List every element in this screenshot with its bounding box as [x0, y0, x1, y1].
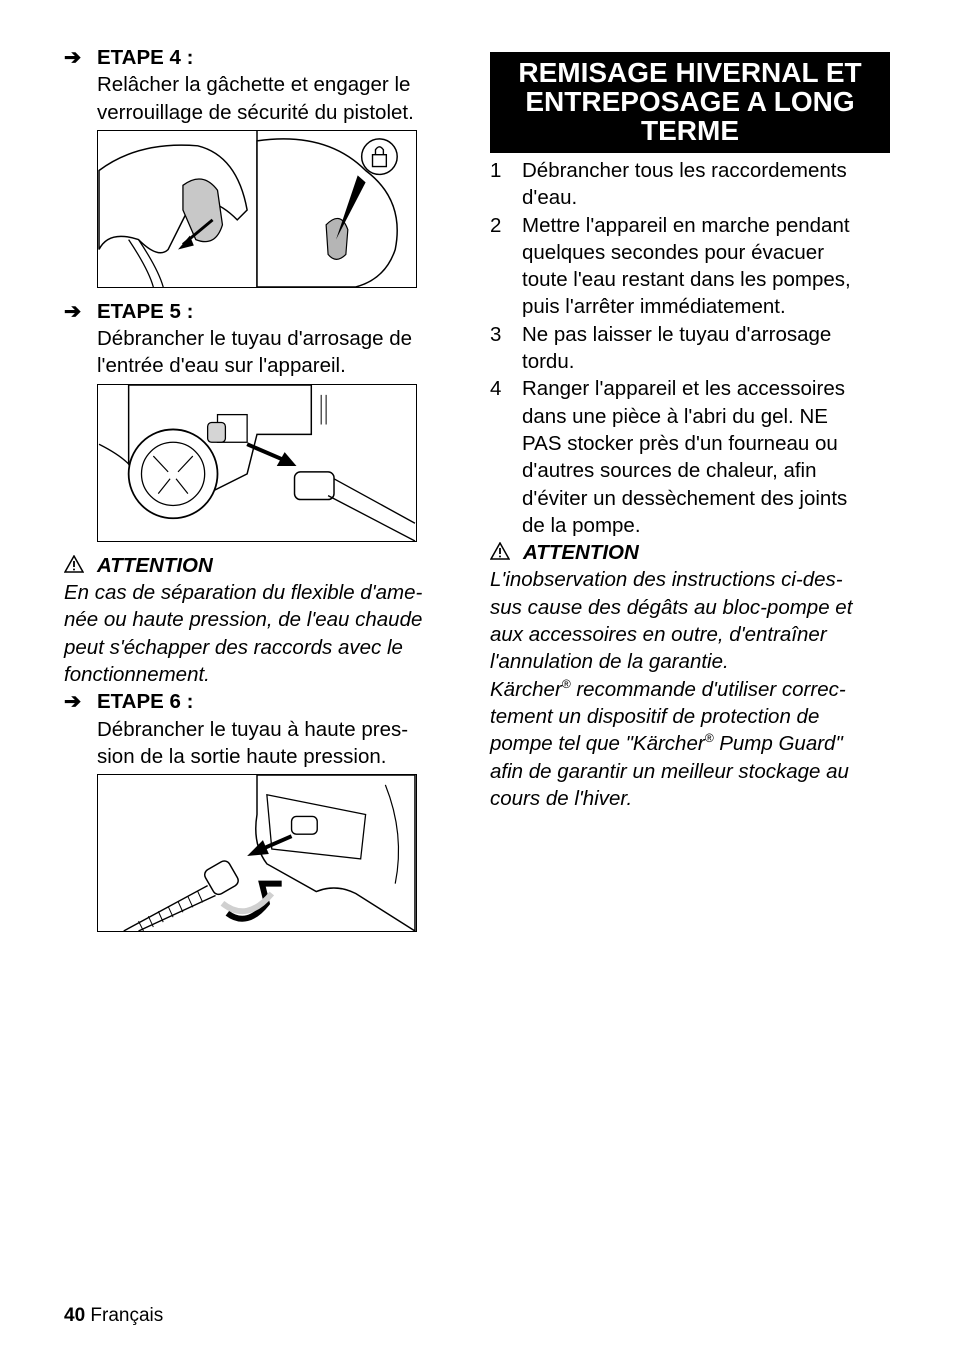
list-item [490, 375, 890, 539]
list-number: 1 [490, 159, 502, 182]
text-line: tement un dispositif de protection de [490, 704, 820, 728]
text-line: de la pompe. [522, 513, 641, 537]
title-line: REMISAGE HIVERNAL ET [518, 57, 862, 88]
trigger-lock-illustration [97, 130, 417, 288]
text-line: Ranger l'appareil et les accessoires [522, 377, 845, 401]
text-line: Débrancher le tuyau à haute pres- [97, 717, 409, 741]
text-line: Relâcher la gâchette et engager le [97, 73, 411, 97]
text-line: l'entrée d'eau sur l'appareil. [97, 354, 346, 378]
text-line: PAS stocker près d'un fourneau ou [522, 431, 838, 455]
list-number: 3 [490, 322, 502, 346]
text-line: afin de garantir un meilleur stockage au [490, 759, 849, 783]
text-line: Débrancher tous les raccordements [522, 159, 847, 182]
page-number: 40 [64, 1305, 86, 1326]
text-line: puis l'arrêter immédiatement. [522, 295, 786, 319]
recommendation-text [490, 676, 890, 812]
arrow-right-icon: ➔ [64, 690, 82, 714]
step-6-heading [64, 688, 464, 715]
warning-icon [490, 542, 510, 560]
step-6-text [64, 716, 464, 771]
list-item [490, 212, 890, 321]
high-pressure-outlet-illustration [97, 774, 417, 932]
section-title [490, 52, 890, 153]
text-line: née ou haute pression, de l'eau chaude [64, 608, 423, 632]
water-inlet-illustration [97, 384, 417, 542]
text-line: toute l'eau restant dans les pompes, [522, 268, 851, 292]
step-5-heading [64, 298, 464, 325]
text-line: d'eau. [522, 186, 578, 210]
list-number: 2 [490, 213, 502, 237]
attention-text [490, 566, 890, 675]
step-5-text [64, 325, 464, 380]
step-5-label: ETAPE 5 : [97, 299, 194, 323]
warning-icon [64, 555, 84, 573]
list-item [490, 157, 890, 212]
page-footer [64, 1302, 163, 1329]
text-line: sion de la sortie haute pression. [97, 744, 387, 768]
text-line: pompe tel que "Kärcher® Pump Guard" [490, 731, 843, 756]
text-line: L'inobservation des instructions ci-des- [490, 568, 843, 592]
text-line: l'annulation de la garantie. [490, 650, 729, 674]
attention-text [64, 579, 464, 688]
text-line: En cas de séparation du flexible d'ame- [64, 581, 423, 605]
text-line: d'autres sources de chaleur, afin [522, 459, 817, 483]
arrow-right-icon: ➔ [64, 46, 82, 69]
attention-label: ATTENTION [97, 553, 213, 577]
attention-label: ATTENTION [523, 541, 639, 565]
footer-language: Français [90, 1305, 164, 1326]
step-6-label: ETAPE 6 : [97, 690, 194, 714]
step-4-heading [64, 44, 464, 71]
list-item [490, 321, 890, 376]
step-4-text [64, 71, 464, 126]
title-line: ENTREPOSAGE A LONG [525, 86, 855, 117]
text-line: aux accessoires en outre, d'entraîner [490, 623, 827, 647]
left-column [64, 44, 464, 932]
text-line: Kärcher® recommande d'utiliser correc- [490, 676, 846, 701]
step-4-label: ETAPE 4 : [97, 46, 194, 69]
text-line: peut s'échapper des raccords avec le [64, 635, 403, 659]
text-line: Ne pas laisser le tuyau d'arrosage [522, 322, 832, 346]
text-line: d'éviter un dessèchement des joints [522, 486, 848, 510]
text-line: dans une pièce à l'abri du gel. NE [522, 404, 828, 428]
text-line: quelques secondes pour évacuer [522, 240, 825, 264]
instruction-list [490, 157, 890, 539]
text-line: sus cause des dégâts au bloc-pompe et [490, 595, 853, 619]
attention-heading [490, 539, 890, 566]
text-line: tordu. [522, 350, 575, 374]
attention-heading [64, 552, 464, 579]
text-line: fonctionnement. [64, 662, 210, 686]
list-number: 4 [490, 377, 502, 401]
title-line: TERME [641, 115, 739, 146]
text-line: verrouillage de sécurité du pistolet. [97, 100, 414, 124]
text-line: cours de l'hiver. [490, 786, 633, 810]
text-line: Mettre l'appareil en marche pendant [522, 213, 850, 237]
arrow-right-icon: ➔ [64, 299, 82, 323]
text-line: Débrancher le tuyau d'arrosage de [97, 327, 413, 351]
right-column [490, 52, 890, 812]
